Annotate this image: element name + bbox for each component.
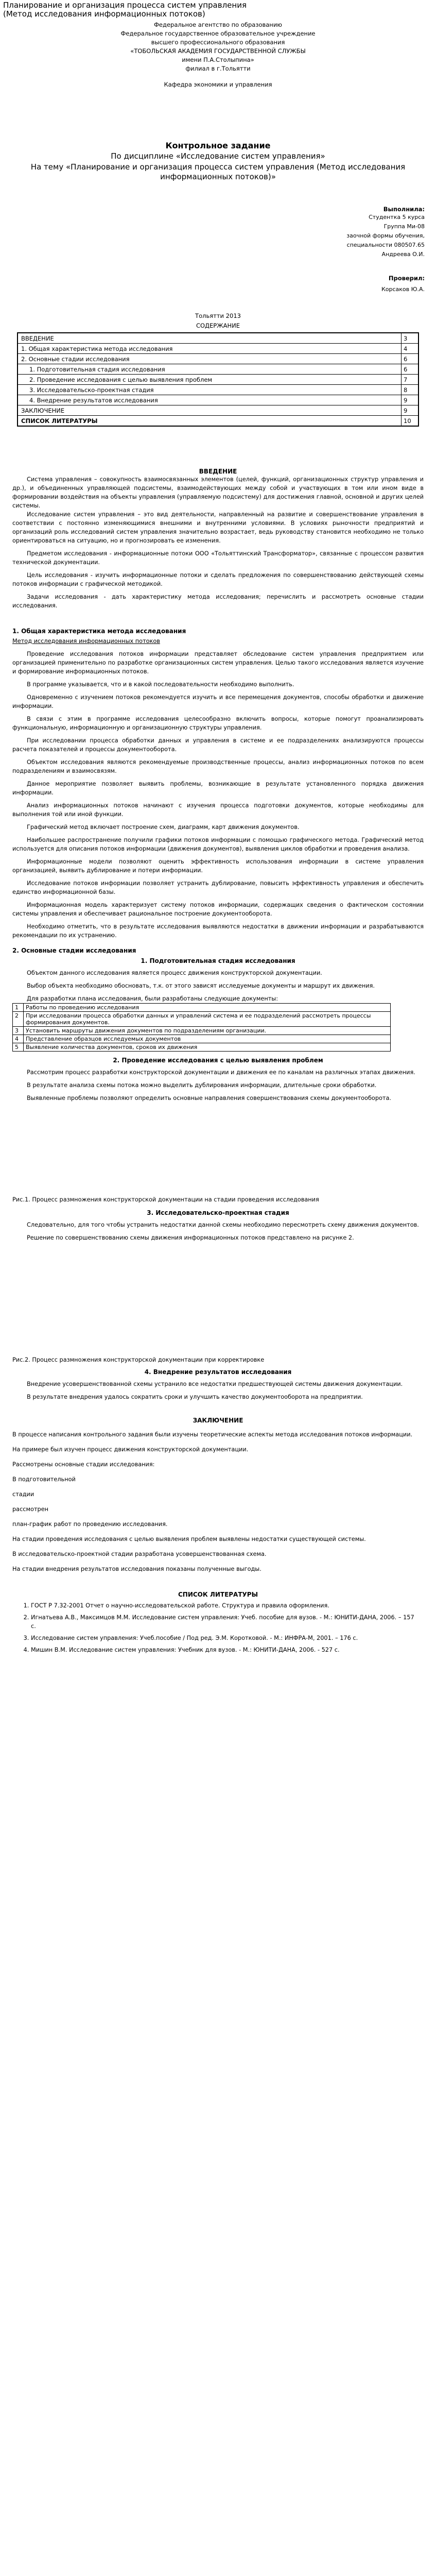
section1-paragraph: Необходимо отметить, что в результате исследования выявляются недостатки в движении информации и разрабатываются рекомендации по их устранению. xyxy=(12,923,424,939)
section1-paragraph: Наибольшее распространение получили графики потоков информации с помощью графического метода. Графический метод используется для описания потоков информации (движения документов), выявления циклов обработки и проведения анализа. xyxy=(12,837,424,852)
intro-paragraph: Исследование систем управления – это вид деятельности, направленный на развитие и совершенствование управления в соответствии с постоянно изменяющимися внешними и внутренними условиями. В условиях рыночности предприятий и организаций роль исследований систем управления значительно возрастает, ведь руководству становится необходимо не только ориентироваться на ситуацию, но и прогнозировать ее изменения. xyxy=(12,511,424,544)
section1-paragraph: В программе указывается, что и в какой последовательности необходимо выполнить. xyxy=(27,681,294,688)
conclusion-paragraph: В подготовительной xyxy=(12,1476,76,1483)
section1-paragraph: В связи с этим в программе исследования целесообразно включить вопросы, которые помогут проанализировать функциональную, информационную и организационную структуры управления. xyxy=(12,716,424,731)
toc-item-title: 1. Общая характеристика метода исследования xyxy=(21,345,173,352)
plan-table-num: 3 xyxy=(13,1027,24,1035)
toc-heading: СОДЕРЖАНИЕ xyxy=(196,322,240,329)
plan-table-row xyxy=(13,1012,391,1027)
toc-item-page: 6 xyxy=(401,364,418,374)
section2-sub3-body xyxy=(0,1221,436,1242)
plan-table-num: 5 xyxy=(13,1043,24,1052)
title-line-1: Планирование и организация процесса систем управления xyxy=(3,1,247,10)
performed-line: специальности 080507.65 xyxy=(346,242,425,248)
conclusion-paragraph: рассмотрен xyxy=(12,1506,49,1513)
section2-heading: 2. Основные стадии исследования xyxy=(12,947,136,954)
intro-paragraph: Цель исследования - изучить информационные потоки и сделать предложения по совершенствованию действующей схемы потоков информации с графической методикой. xyxy=(12,572,424,587)
toc-item-page: 3 xyxy=(401,333,418,343)
academy-named-after: имени П.А.Столыпина» xyxy=(182,56,254,63)
section2-sub3-heading: 3. Исследовательско-проектная стадия xyxy=(147,1209,289,1216)
toc-item-page: 10 xyxy=(401,416,418,426)
conclusion-paragraph: На примере был изучен процесс движения конструкторской документации. xyxy=(12,1446,249,1453)
toc-item-title: 3. Исследовательско-проектная стадия xyxy=(29,386,154,394)
document-page xyxy=(0,19,436,2576)
conclusion-paragraph: В исследовательско-проектной стадии разработана усовершенствованная схема. xyxy=(12,1551,267,1557)
section2-paragraph: Решение по совершенствованию схемы движения информационных потоков представлено на рисунке 2. xyxy=(27,1234,354,1241)
toc-item-title: ВВЕДЕНИЕ xyxy=(21,334,54,342)
plan-table xyxy=(12,1003,391,1052)
toc-item-title: 1. Подготовительная стадия исследования xyxy=(29,365,165,373)
toc-row[interactable] xyxy=(18,395,418,405)
bibliography-heading: СПИСОК ЛИТЕРАТУРЫ xyxy=(178,1591,258,1598)
performed-line: Студентка 5 курса xyxy=(369,214,425,221)
toc-row[interactable] xyxy=(18,333,418,344)
checked-label: Проверил: xyxy=(388,275,425,282)
toc-item-title: ЗАКЛЮЧЕНИЕ xyxy=(21,406,65,414)
toc-table xyxy=(17,332,419,427)
conclusion-paragraph: план-график работ по проведению исследования. xyxy=(12,1521,168,1528)
document-header xyxy=(0,0,436,19)
plan-table-num: 4 xyxy=(13,1035,24,1043)
section2-paragraph: В результате внедрения удалось сократить сроки и улучшить качество документооборота на предприятии. xyxy=(27,1394,363,1400)
toc-item-title: СПИСОК ЛИТЕРАТУРЫ xyxy=(21,417,98,425)
conclusion-body xyxy=(0,1430,436,1573)
section2-sub4-heading: 4. Внедрение результатов исследования xyxy=(144,1368,292,1376)
section2-paragraph: Выявленные проблемы позволяют определить основные направления совершенствования схемы документооборота. xyxy=(27,1095,392,1101)
plan-table-row xyxy=(13,1027,391,1035)
toc-item-title: 2. Основные стадии исследования xyxy=(21,355,130,363)
branch-name: филиал в г.Тольятти xyxy=(185,65,251,72)
section1-paragraph: Данное мероприятие позволяет выявить проблемы, возникающие в результате установленного порядка движения информации. xyxy=(12,781,424,796)
bibliography-list xyxy=(0,1601,436,1654)
discipline: По дисциплине «Исследование систем управления» xyxy=(111,151,325,161)
section2-sub1-body xyxy=(0,969,436,1003)
section2-sub2-heading: 2. Проведение исследования с целью выявления проблем xyxy=(113,1057,323,1064)
section1-paragraph: Исследование потоков информации позволяет устранить дублирование, повысить эффективность управления и обеспечить единство информационной базы. xyxy=(12,880,424,895)
performed-line: заочной формы обучения, xyxy=(346,232,425,239)
conclusion-heading: ЗАКЛЮЧЕНИЕ xyxy=(193,1417,243,1424)
section1-subheading: Метод исследования информационных потоков xyxy=(12,638,160,645)
performed-line: Группа Ми-08 xyxy=(383,223,425,230)
conclusion-paragraph: Рассмотрены основные стадии исследования: xyxy=(12,1461,155,1468)
bibliography-item: 4. Мишин В.М. Исследование систем управления: Учебник для вузов. - М.: ЮНИТИ-ДАНА, 2006. - 527 с. xyxy=(31,1646,421,1654)
education-level: высшего профессионального образования xyxy=(151,39,285,46)
conclusion-paragraph: стадии xyxy=(12,1491,34,1498)
figure2-caption: Рис.2. Процесс размножения конструкторской документации при корректировке xyxy=(12,1357,265,1363)
section1-paragraph: При исследовании процесса обработки данных и управления в системе и ее подразделениях анализируются процессы расчета показателей и процессы документооборота. xyxy=(12,737,424,753)
section1-heading: 1. Общая характеристика метода исследования xyxy=(12,628,186,635)
city-year: Тольятти 2013 xyxy=(195,312,241,319)
section1-paragraph: Информационные модели позволяют оценить эффективность использования информации в системе управления организацией, выявить дублирование и потери информации. xyxy=(12,858,424,874)
bibliography-item: 3. Исследование систем управления: Учеб.пособие / Под ред. Э.М. Коротковой. - М.: ИНФРА-М, 2001. – 176 с. xyxy=(31,1634,421,1642)
toc-item-page: 9 xyxy=(401,405,418,415)
intro-paragraph: Предметом исследования - информационные потоки ООО «Тольяттинский Трансформатор», связанные с процессом развития технической документации. xyxy=(12,550,424,566)
plan-table-text: Представление образцов исследуемых документов xyxy=(24,1035,391,1043)
toc-row[interactable] xyxy=(18,385,418,395)
intro-body xyxy=(0,475,436,610)
section2-paragraph: Рассмотрим процесс разработки конструкторской документации и движения ее по каналам на различных этапах движения. xyxy=(27,1069,415,1076)
plan-table-row xyxy=(13,1043,391,1052)
bibliography-item: 1. ГОСТ Р 7.32-2001 Отчет о научно-исследовательской работе. Структура и правила оформления. xyxy=(31,1601,421,1610)
plan-table-text: Установить маршруты движения документов по подразделениям организации. xyxy=(24,1027,391,1035)
section2-paragraph: Внедрение усовершенствованной схемы устранило все недостатки предшествующей системы движения документации. xyxy=(27,1381,403,1387)
plan-table-text: Выявление количества документов, сроков их движения xyxy=(24,1043,391,1052)
performed-line: Андреева О.И. xyxy=(381,251,425,258)
title-line-2: (Метод исследования информационных потоков) xyxy=(3,9,205,19)
section2-paragraph: В результате анализа схемы потока можно выделить дублирования информации, длительные сроки обработки. xyxy=(27,1082,377,1089)
section2-sub1-heading: 1. Подготовительная стадия исследования xyxy=(141,957,295,964)
intro-paragraph: Задачи исследования - дать характеристику метода исследования; перечислить и рассмотреть основные стадии исследования. xyxy=(12,594,424,609)
toc-row[interactable] xyxy=(18,364,418,375)
section2-paragraph: Для разработки плана исследования, были разработаны следующие документы: xyxy=(27,995,278,1002)
toc-item-page: 6 xyxy=(401,354,418,364)
conclusion-paragraph: На стадии проведения исследования с целью выявления проблем выявлены недостатки существующей системы. xyxy=(12,1536,366,1543)
plan-table-row xyxy=(13,1035,391,1043)
intro-heading: ВВЕДЕНИЕ xyxy=(199,468,237,475)
conclusion-paragraph: На стадии внедрения результатов исследования показаны полученные выгоды. xyxy=(12,1566,261,1572)
section2-paragraph: Следовательно, для того чтобы устранить недостатки данной схемы необходимо пересмотреть схему движения документов. xyxy=(27,1222,419,1228)
toc-row[interactable] xyxy=(18,344,418,354)
plan-table-text: При исследовании процесса обработки данных и управлений система и ее подразделений рассмотреть процессы формирования документов. xyxy=(24,1012,391,1027)
academy-name: «ТОБОЛЬСКАЯ АКАДЕМИЯ ГОСУДАРСТВЕННОЙ СЛУЖБЫ xyxy=(130,47,306,55)
toc-item-page: 4 xyxy=(401,344,418,353)
toc-row[interactable] xyxy=(18,354,418,364)
conclusion-paragraph: В процессе написания контрольного задания были изучены теоретические аспекты метода исследования потоков информации. xyxy=(12,1431,413,1438)
performed-label: Выполнила: xyxy=(383,206,425,213)
toc-row[interactable] xyxy=(18,375,418,385)
section1-paragraph: Объектом исследования являются рекомендуемые производственные процессы, анализ информационных потоков по всем подразделениям и взаимосвязям. xyxy=(12,759,424,774)
checked-block xyxy=(0,275,436,294)
section1-paragraph: Одновременно с изучением потоков рекомендуется изучить и все перемещения документов, способы обработки и движение информации. xyxy=(12,694,424,709)
work-theme: На тему «Планирование и организация процесса систем управления (Метод исследования информационных потоков)» xyxy=(30,162,406,181)
section1-body xyxy=(0,650,436,940)
toc-item-page: 7 xyxy=(401,375,418,384)
section2-sub4-body xyxy=(0,1380,436,1401)
section1-paragraph: Анализ информационных потоков начинают с изучения процесса подготовки документов, которые необходимы для выполнения той или иной функции. xyxy=(12,802,424,818)
performed-block xyxy=(0,206,436,259)
section2-paragraph: Объектом данного исследования является процесс движения конструкторской документации. xyxy=(27,970,322,976)
plan-table-row xyxy=(13,1004,391,1012)
section1-paragraph: Проведение исследования потоков информации представляет обследование систем управления предприятием или организацией применительно по разработке организационных систем управления. Целью такого исследования является изучение и формирование информационных потоков. xyxy=(12,651,424,675)
toc-item-page: 9 xyxy=(401,395,418,405)
toc-item-title: 4. Внедрение результатов исследования xyxy=(29,396,158,404)
section2-paragraph: Выбор объекта необходимо обосновать, т.к. от этого зависят исследуемые документы и маршрут их движения. xyxy=(27,982,375,989)
plan-table-num: 2 xyxy=(13,1012,24,1027)
toc-item-page: 8 xyxy=(401,385,418,395)
intro-paragraph: Система управления – совокупность взаимосвязанных элементов (целей, функций, организационных структур управления и др.), и объединенных управляющей подсистемы, взаимодействующих между собой и участвующих в том или ином виде в формировании воздействия на объекты управления (управляемую подсистему) для достижения главной, основной и других целей системы. xyxy=(12,476,424,509)
section1-paragraph: Информационная модель характеризует систему потоков информации, содержащих сведения о фактическом состоянии системы управления и обеспечивает рациональное построение документооборота. xyxy=(12,902,424,917)
institution-type: Федеральное государственное образовательное учреждение xyxy=(120,30,316,37)
agency-name: Федеральное агентство по образованию xyxy=(154,21,282,28)
department-name: Кафедра экономики и управления xyxy=(164,81,272,88)
bibliography-item: 2. Игнатьева А.В., Максимцов М.М. Исследование систем управления: Учеб. пособие для вузов. - М.: ЮНИТИ-ДАНА, 2006. – 157 с. xyxy=(31,1613,421,1631)
work-type: Контрольное задание xyxy=(165,141,271,150)
checked-name: Корсаков Ю.А. xyxy=(381,286,425,293)
figure1-caption: Рис.1. Процесс размножения конструкторской документации на стадии проведения исследования xyxy=(12,1196,319,1203)
section2-sub2-body xyxy=(0,1068,436,1103)
title-page xyxy=(0,19,436,320)
plan-table-num: 1 xyxy=(13,1004,24,1012)
toc-item-title: 2. Проведение исследования с целью выявления проблем xyxy=(29,376,213,383)
document-title xyxy=(0,0,436,19)
toc-row[interactable] xyxy=(18,416,418,426)
plan-table-text: Работы по проведению исследования xyxy=(24,1004,391,1012)
toc-row[interactable] xyxy=(18,405,418,416)
section1-paragraph: Графический метод включает построение схем, диаграмм, карт движения документов. xyxy=(27,824,300,831)
